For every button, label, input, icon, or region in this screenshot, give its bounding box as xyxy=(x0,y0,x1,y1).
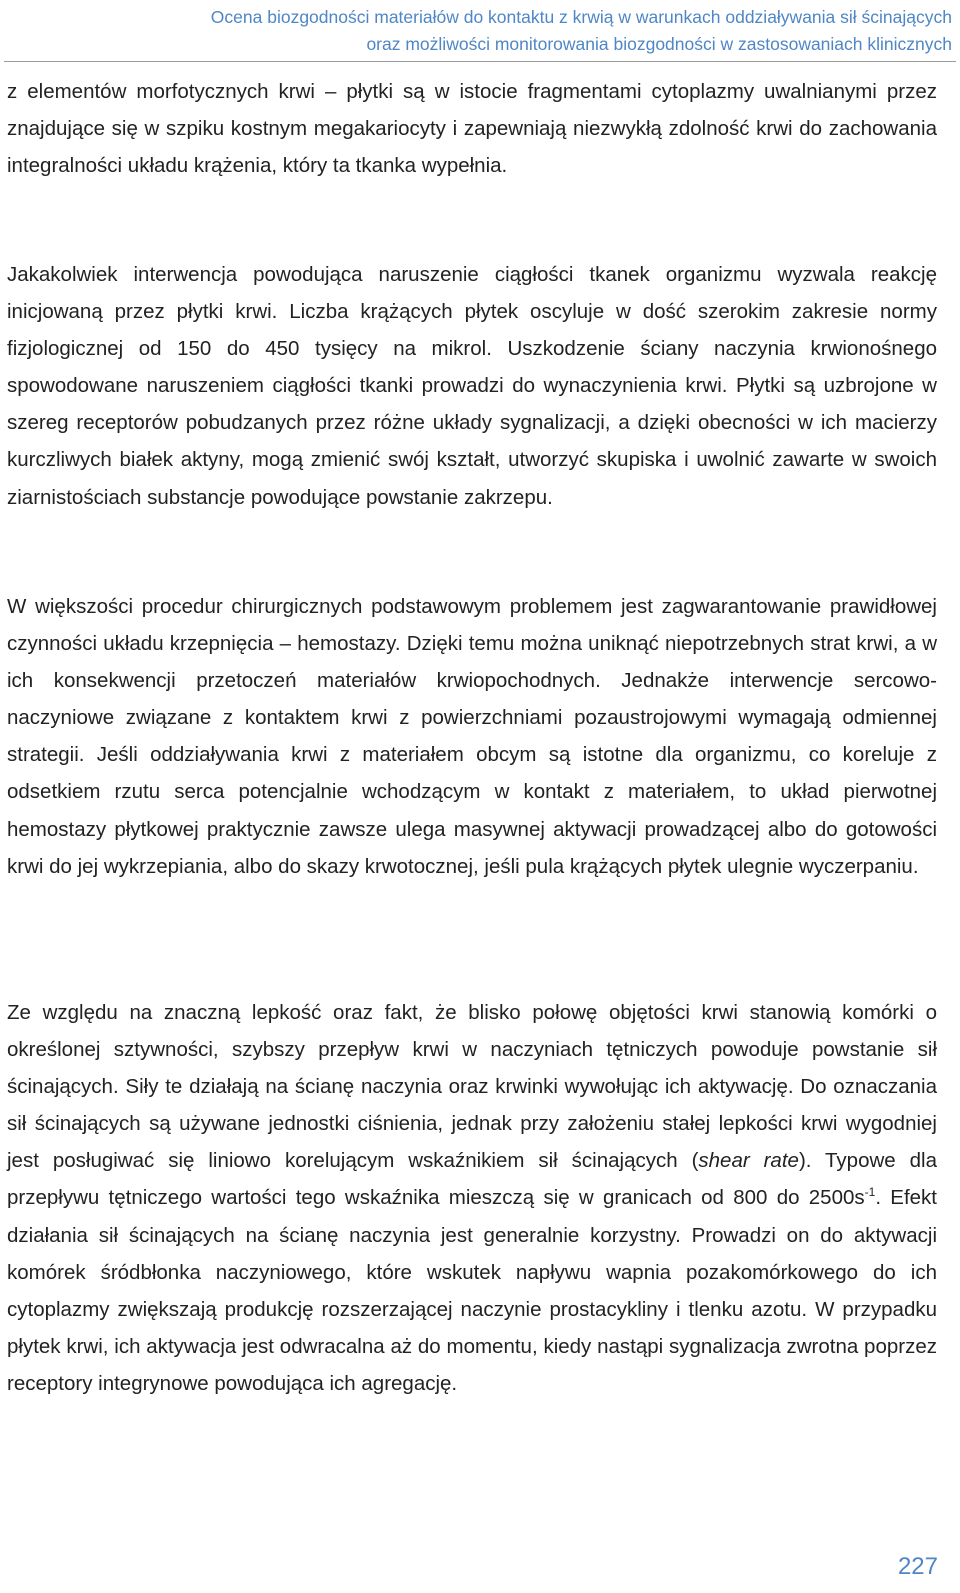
shear-rate-term: shear rate xyxy=(698,1149,799,1173)
running-header xyxy=(52,4,952,58)
paragraph-4-part-c: . Efekt działania sił ścinających na ścianę naczynia jest generalnie korzystny. Prowadzi on do aktywacji komórek śródbłonka naczyniowego, które wskutek napływu wapnia pozakomórkowego do ich cytoplazmy zwiększają produkcję rozszerzającej naczynie prostacykliny i tlenku azotu. W przypadku płytek krwi, ich aktywacja jest odwracalna aż do momentu, kiedy nastąpi sygnalizacja zwrotna poprzez receptory integrynowe powodująca ich agregację. xyxy=(7,1186,937,1395)
paragraph-4 xyxy=(7,994,937,1402)
paragraph-2 xyxy=(7,256,937,516)
paragraph-3 xyxy=(7,588,937,885)
paragraph-1 xyxy=(7,73,937,184)
paragraph-2-text: Jakakolwiek interwencja powodująca naruszenie ciągłości tkanek organizmu wyzwala reakcję inicjowaną przez płytki krwi. Liczba krążących płytek oscyluje w dość szerokim zakresie normy fizjologicznej od 150 do 450 tysięcy na mikrol. Uszkodzenie ściany naczynia krwionośnego spowodowane naruszeniem ciągłości tkanki prowadzi do wynaczynienia krwi. Płytki są uzbrojone w szereg receptorów pobudzanych przez różne układy sygnalizacji, a dzięki obecności w ich macierzy kurczliwych białek aktyny, mogą zmienić swój kształt, utworzyć skupiska i uwolnić zawarte w swoich ziarnistościach substancje powodujące powstanie zakrzepu. xyxy=(7,263,937,509)
paragraph-3-text: W większości procedur chirurgicznych podstawowym problemem jest zagwarantowanie prawidłowej czynności układu krzepnięcia – hemostazy. Dzięki temu można uniknąć niepotrzebnych strat krwi, a w ich konsekwencji przetoczeń materiałów krwiopochodnych. Jednakże interwencje sercowo-naczyniowe związane z kontaktem krwi z powierzchniami pozaustrojowymi wymagają odmiennej strategii. Jeśli oddziaływania krwi z materiałem obcym są istotne dla organizmu, co koreluje z odsetkiem rzutu serca potencjalnie wchodzącym w kontakt z materiałem, to układ pierwotnej hemostazy płytkowej praktycznie zawsze ulega masywnej aktywacji prowadzącej albo do gotowości krwi do jej wykrzepiania, albo do skazy krwotocznej, jeśli pula krążących płytek ulegnie wyczerpaniu. xyxy=(7,595,937,878)
paragraph-1-text: z elementów morfotycznych krwi – płytki są w istocie fragmentami cytoplazmy uwalnianymi przez znajdujące się w szpiku kostnym megakariocyty i zapewniają niezwykłą zdolność krwi do zachowania integralności układu krążenia, który ta tkanka wypełnia. xyxy=(7,80,937,178)
page-number: 227 xyxy=(897,1553,938,1580)
running-header-line-1: Ocena biozgodności materiałów do kontaktu z krwią w warunkach oddziaływania sił ścinających xyxy=(210,7,952,27)
unit-exponent: -1 xyxy=(864,1185,876,1200)
paragraph-4-part-a: Ze względu na znaczną lepkość oraz fakt, że blisko połowę objętości krwi stanowią komórki o określonej sztywności, szybszy przepływ krwi w naczyniach tętniczych powoduje powstanie sił ścinających. Siły te działają na ścianę naczynia oraz krwinki wywołując ich aktywację. Do oznaczania sił ścinających są używane jednostki ciśnienia, jednak przy założeniu stałej lepkości krwi wygodniej jest posługiwać się liniowo korelującym wskaźnikiem sił ścinających ( xyxy=(7,1001,937,1173)
running-header-line-2: oraz możliwości monitorowania biozgodności w zastosowaniach klinicznych xyxy=(366,34,952,54)
paragraph-4-text xyxy=(7,994,937,1402)
paragraph-4-part-b: ). Typowe dla przepływu tętniczego wartości tego wskaźnika mieszczą się w granicach od 800 do 2500s xyxy=(7,1149,937,1210)
header-divider xyxy=(4,61,956,62)
